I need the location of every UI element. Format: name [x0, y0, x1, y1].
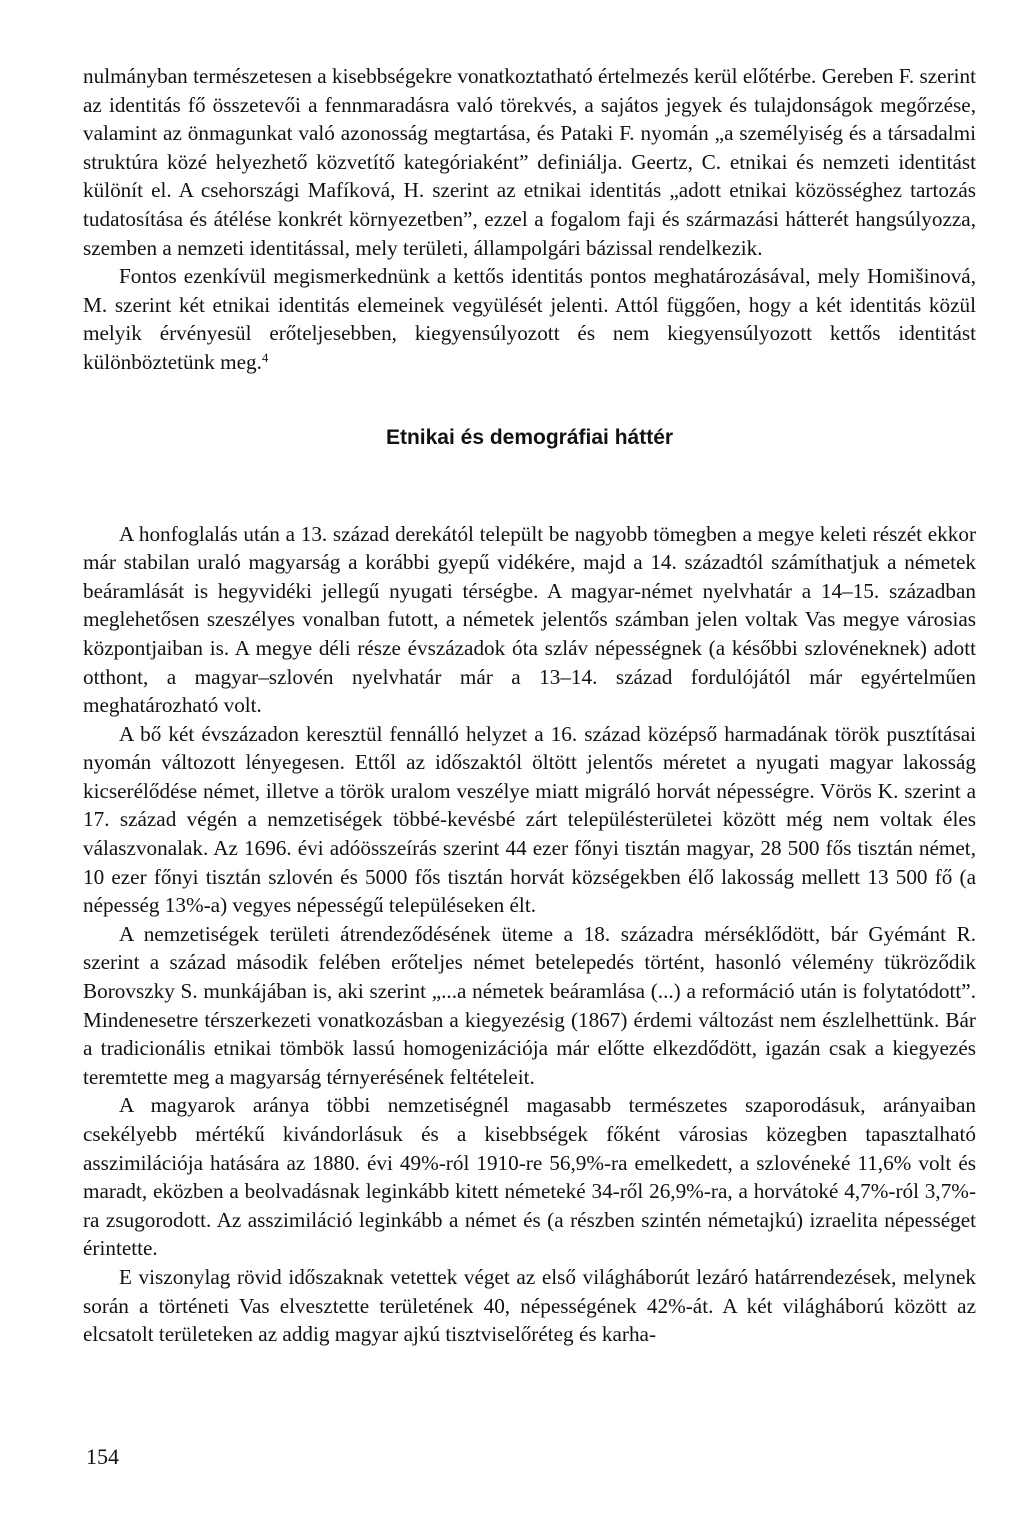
paragraph-dual-identity-text: Fontos ezenkívül megismerkednünk a kettős identitás pontos meghatározásával, mely Homišinová, M. szerint két etnikai identitás elemeinek vegyülését jelenti. Attól függően, hogy a két identitás közül melyik érvényesül erőteljesebben, kiegyensúlyozott és nem kiegyensúlyozott kettős identitást különböztetünk meg.: [83, 264, 976, 374]
paragraph-ethnic-ratios: A magyarok aránya többi nemzetiségnél magasabb természetes szaporodásuk, arányaiban csekélyebb mértékű kivándorlásuk és a kisebbségek főként városias közegben tapasztalható asszimilációja hatására az 1880. évi 49%-ról 1910-re 56,9%-ra emelkedett, a szlovéneké 11,6% volt és maradt, eközben a beolvadásnak leginkább kitett németeké 34-ről 26,9%-ra, a horvátoké 4,7%-ról 3,7%-ra zsugorodott. Az asszimiláció leginkább a német és (a részben szintén németajkú) izraelita népességet érintette.: [83, 1093, 976, 1261]
paragraph-identity-definitions: nulmányban természetesen a kisebbségekre vonatkoztatható értelmezés kerül előtérbe. Gereben F. szerint az identitás fő összetevői a fennmaradásra való törekvés, a sajátos jegyek és tulajdonságok megőrzése, valamint az önmagunkat való azonosság megtartása, és Pataki F. nyomán „a személyiség és a társadalmi struktúra közé helyezhető közvetítő kategóriaként” definiálja. Geertz, C. etnikai és nemzeti identitást különít el. A csehországi Mafíková, H. szerint az etnikai identitás „adott etnikai közösséghez tartozás tudatosítása és átélése konkrét környezetben”, ezzel a fogalom faji és származási hátterét hangsúlyozza, szemben a nemzeti identitással, mely területi, állampolgári bázissal rendelkezik.: [83, 64, 976, 260]
section-heading: Etnikai és demográfiai háttér: [385, 425, 674, 449]
paragraph-turkish-period: A bő két évszázadon keresztül fennálló helyzet a 16. század középső harmadának török pusztításai nyomán változott lényegesen. Ettől az időszaktól öltött jelentős méretet a nyugati magyar lakosság kicserélődése német, illetve a török uralom veszélye miatt migráló horvát népességre. Vörös K. szerint a 17. század végén a nemzetiségek többé-kevésbé zárt településterületei között még nem voltak éles válaszvonalak. Az 1696. évi adóösszeírás szerint 44 ezer főnyi tisztán magyar, 28 500 fős tisztán német, 10 ezer főnyi tisztán szlovén és 5000 fős tisztán horvát községekben élő lakosság mellett 13 500 fő (a népesség 13%-a) vegyes népességű településeken élt.: [83, 721, 976, 918]
paragraph-settlement-history: A honfoglalás után a 13. század derekától települt be nagyobb tömegben a megye keleti részét ekkor már stabilan uraló magyarság a korábbi gyepű vidékére, majd a 14. századtól számíthatjuk a németek beáramlását is hegyvidéki jellegű nyugati térségbe. A magyar-német nyelvhatár a 14–15. században meglehetősen szeszélyes vonalban futott, a németek jelentős számban jelen voltak Vas megye városias központjaiban is. A megye déli része évszázadok óta szláv népességnek (a későbbi szlovéneknek) adott otthont, a magyar–szlovén nyelvhatár már a 13–14. század fordulójától már egyértelműen meghatározható volt.: [83, 521, 976, 718]
paragraph-dual-identity: [83, 262, 976, 376]
document-page: [83, 62, 976, 1349]
page-number: 154: [86, 1444, 119, 1469]
paragraph-18th-century: A nemzetiségek területi átrendeződésének üteme a 18. századra mérséklődött, bár Gyémánt R. szerint a század második felében erőteljes német betelepedés történt, hasonló vélemény tükröződik Borovszky S. munkájában is, aki szerint „...a németek beáramlása (...) a reformáció után is folytatódott”. Mindenesetre térszerkezeti vonatkozásban a kiegyezésig (1867) érdemi változást nem észlelhettünk. Bár a tradicionális etnikai tömbök lassú homogenizációja már előtte elkezdődött, igazán csak a kiegyezés teremtette meg a magyarság térnyerésének feltételeit.: [83, 921, 976, 1089]
paragraph-border-changes: E viszonylag rövid időszaknak vetettek véget az első világháborút lezáró határrendezések, melynek során a történeti Vas elvesztette területének 40, népességének 42%-át. A két világháború között az elcsatolt területeken az addig magyar ajkú tisztviselőréteg és karha-: [83, 1264, 976, 1347]
section-heading-block: [83, 377, 976, 520]
footnote-reference: 4: [261, 349, 269, 365]
